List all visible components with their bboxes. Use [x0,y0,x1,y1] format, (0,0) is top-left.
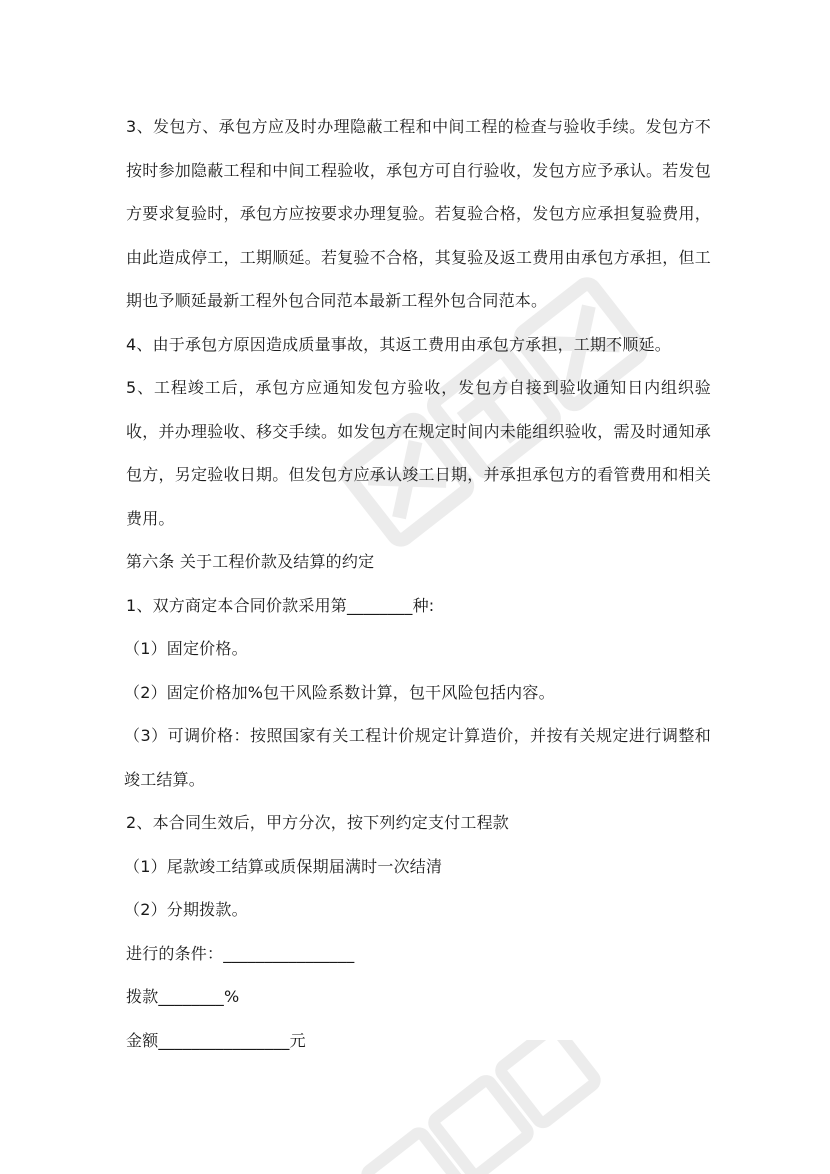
clause-2-payment: 2、本合同生效后，甲方分次，按下列约定支付工程款 [126,813,509,832]
paragraph-4-quality: 4、由于承包方原因造成质量事故，其返工费用由承包方承担，工期不顺延。 [126,334,671,354]
paragraph-5-completion: 5、工程竣工后，承包方应通知发包方验收，发包方自接到验收通知日内组织验收，并办理验收、移交手续。如发包方在规定时间内未能组织验收，需及时通知承包方，另定验收日期。但发包方应承认竣工日期，并承担承包方的看管费用和相关费用。 [126,378,711,528]
article-6-heading: 第六条 关于工程价款及结算的约定 [126,552,375,571]
option-2-fixed-price-risk: （2）固定价格加%包干风险系数计算，包干风险包括内容。 [124,682,555,702]
document-body [126,105,711,1062]
clause-1-price-type: 1、双方商定本合同价款采用第________种: [126,595,435,615]
payment-1-final: （1）尾款竣工结算或质保期届满时一次结清 [124,856,443,876]
option-3-adjustable-price: （3）可调价格：按照国家有关工程计价规定计算造价，并按有关规定进行调整和竣工结算。 [124,726,711,789]
amount-blank: 金额________________元 [126,1030,306,1050]
condition-blank: 进行的条件：________________ [126,943,355,963]
payment-percent-blank: 拨款________% [126,987,240,1006]
paragraph-3-inspection: 3、发包方、承包方应及时办理隐蔽工程和中间工程的检查与验收手续。发包方不按时参加隐蔽工程和中间工程验收，承包方可自行验收，发包方应予承认。若发包方要求复验时，承包方应按要求办理复验。若复验合格，发包方应承担复验费用，由此造成停工，工期顺延。若复验不合格，其复验及返工费用由承包方承担，但工期也予顺延最新工程外包合同范本最新工程外包合同范本。 [126,117,711,310]
option-1-fixed-price: （1）固定价格。 [124,639,248,658]
payment-2-installment: （2）分期拨款。 [124,900,248,919]
